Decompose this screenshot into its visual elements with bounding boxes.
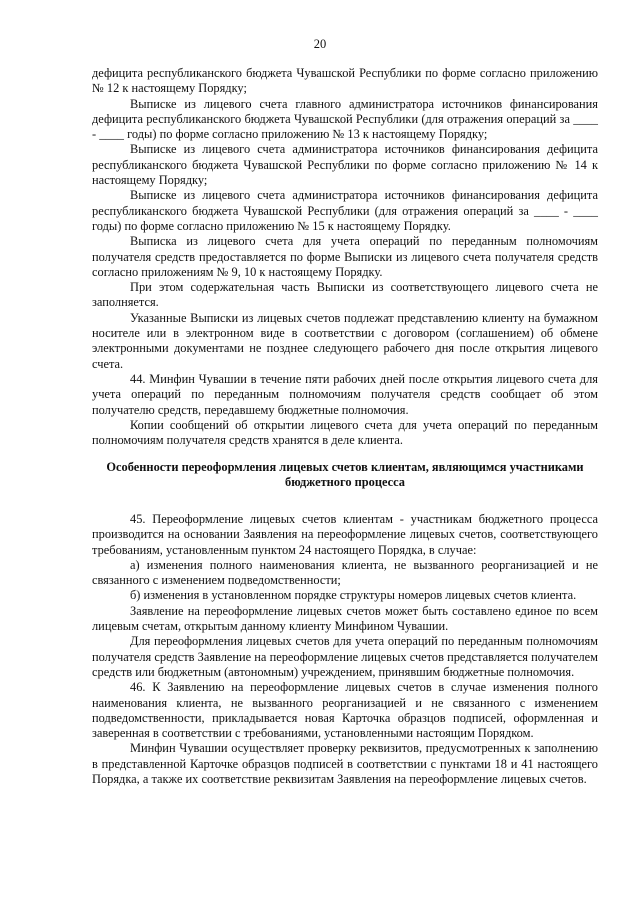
paragraph: Выписке из лицевого счета администратора источников финансирования дефицита республиканского бюджета Чувашской Республики (для отражения операций за ____ - ____ годы) по форме согласно приложению № 15 к настоящему Порядку.: [92, 188, 598, 233]
paragraph: б) изменения в установленном порядке структуры номеров лицевых счетов клиента.: [130, 588, 577, 603]
paragraph: 44. Минфин Чувашии в течение пяти рабочих дней после открытия лицевого счета для учета операций по переданным полномочиям получателя средств сообщает об этом получателю средств, передавшему бюджетные полномочия.: [92, 371, 598, 417]
paragraph: 46. К Заявлению на переоформление лицевых счетов в случае изменения полного наименования клиента, не вызванного реорганизацией и не связанного с изменением подведомственности, прикладывается новая Карточка образцов подписей, оформленная и заверенная в соответствии с требованиями, установленными настоящим Порядком.: [92, 680, 598, 741]
section-heading: Особенности переоформления лицевых счетов клиентам, являющимся участниками бюджетного процесса: [106, 460, 584, 490]
paragraph: Выписке из лицевого счета главного администратора источников финансирования дефицита республиканского бюджета Чувашской Республики (для отражения операций за ____ - ____ годы) по форме согласно приложению № 13 к настоящему Порядку;: [92, 96, 598, 142]
paragraph: 45. Переоформление лицевых счетов клиентам - участникам бюджетного процесса производится на основании Заявления на переоформление лицевых счетов, соответствующего требованиям, установленным пунктом 24 настоящего Порядка, в случае:: [92, 512, 598, 557]
paragraph: Выписка из лицевого счета для учета операций по переданным полномочиям получателя средств предоставляется по форме Выписки из лицевого счета получателя средств согласно приложениям № 9, 10 к настоящему Порядку.: [92, 234, 598, 279]
body-text-section-1: [92, 66, 598, 448]
paragraph: Выписке из лицевого счета администратора источников финансирования дефицита республиканского бюджета Чувашской Республики по форме согласно приложению № 14 к настоящему Порядку;: [92, 142, 598, 188]
paragraph: Для переоформления лицевых счетов для учета операций по переданным полномочиям получателя средств Заявление на переоформление лицевых счетов представляется получателем средств или бюджетным (автономным) учреждением, принявшим бюджетные полномочия.: [92, 634, 598, 679]
paragraph: а) изменения полного наименования клиента, не вызванного реорганизацией и не связанного с изменением подведомственности;: [92, 557, 598, 588]
paragraph: При этом содержательная часть Выписки из соответствующего лицевого счета не заполняется.: [92, 280, 598, 310]
page-number: 20: [313, 37, 327, 51]
paragraph: Минфин Чувашии осуществляет проверку реквизитов, предусмотренных к заполнению в представленной Карточке образцов подписей в соответствии с пунктами 18 и 41 настоящего Порядка, а также их соответствие реквизитам Заявления на переоформление лицевых счетов.: [92, 741, 598, 787]
paragraph: Копии сообщений об открытии лицевого счета для учета операций по переданным полномочиям получателя средств хранятся в деле клиента.: [92, 417, 598, 448]
paragraph: Указанные Выписки из лицевых счетов подлежат представлению клиенту на бумажном носителе или в электронном виде в соответствии с договором (соглашением) об обмене электронными документами не позднее следующего рабочего дня после открытия лицевого счета.: [92, 310, 598, 371]
paragraph: Заявление на переоформление лицевых счетов может быть составлено единое по всем лицевым счетам, открытым данному клиенту Минфином Чувашии.: [92, 603, 598, 634]
body-text-section-2: [92, 512, 598, 787]
paragraph: дефицита республиканского бюджета Чувашской Республики по форме согласно приложению № 12 к настоящему Порядку;: [92, 66, 598, 96]
